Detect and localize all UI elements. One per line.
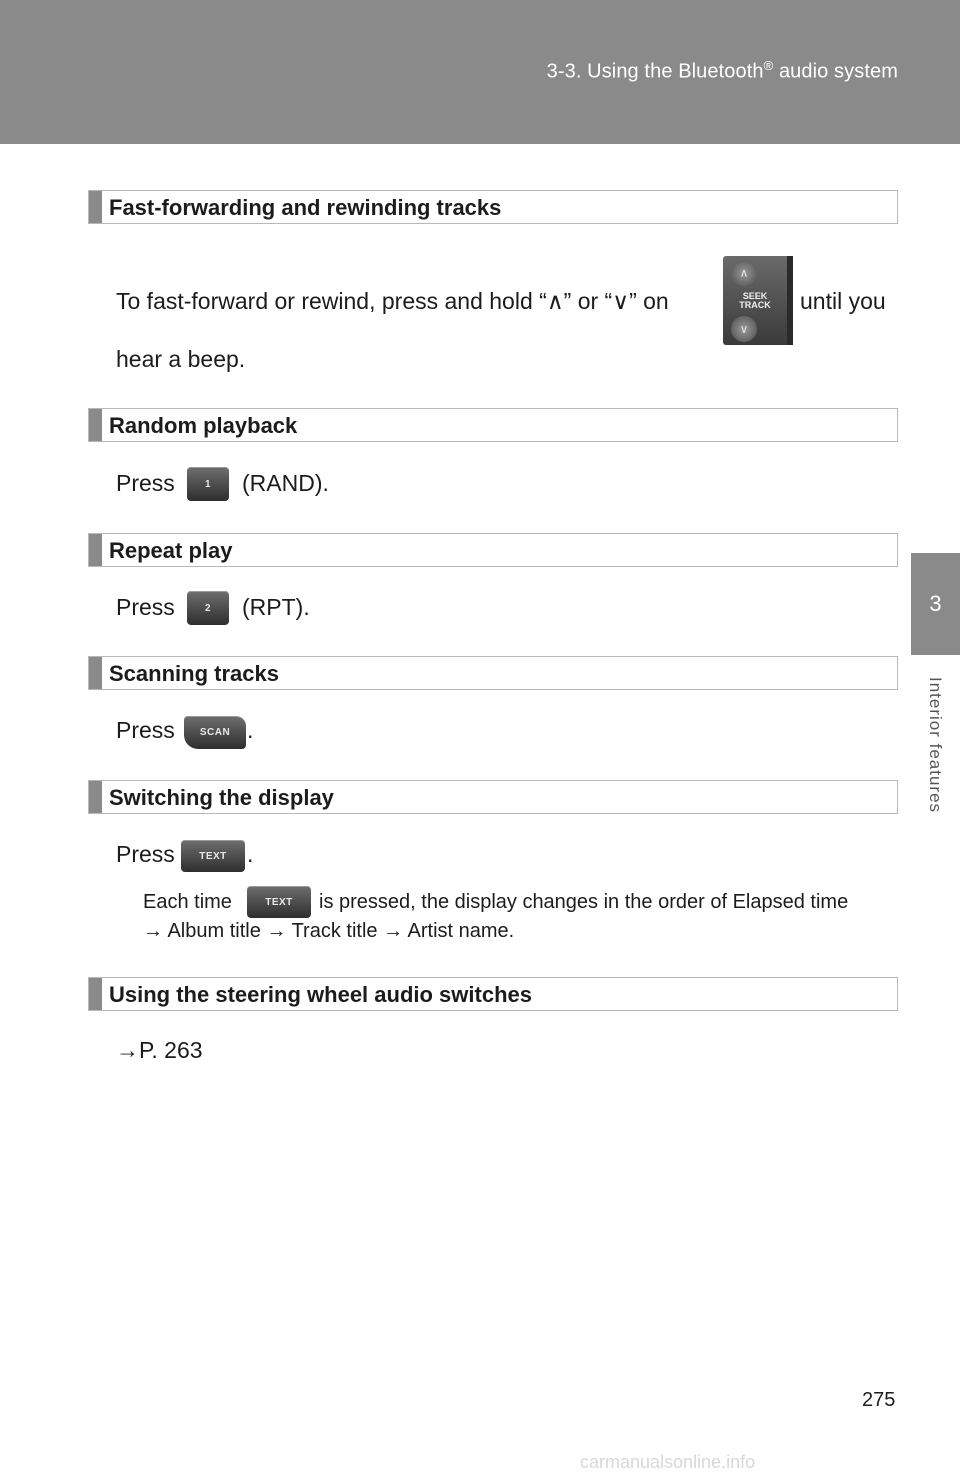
chapter-tab[interactable] — [911, 553, 960, 655]
random-after-text: (RAND). — [242, 470, 329, 496]
fast-forward-text-line2: hear a beep. — [116, 346, 246, 372]
watermark: carmanualsonline.info — [580, 1452, 756, 1472]
display-note-start: Each time — [143, 891, 232, 913]
random-press-label: Press — [116, 470, 175, 496]
steering-page-reference[interactable]: →P. 263 — [116, 1037, 203, 1063]
section-heading-display: Switching the display — [88, 780, 898, 814]
display-after-text: . — [247, 841, 254, 867]
text-button-inline[interactable]: TEXT — [247, 886, 311, 918]
seek-track-button[interactable] — [723, 256, 793, 345]
scan-button[interactable]: SCAN — [184, 716, 246, 749]
header-title: 3-3. Using the Bluetooth® audio system — [546, 58, 898, 83]
rpt-button[interactable]: 2 — [187, 591, 229, 625]
chevron-down-icon: ∨ — [731, 316, 757, 342]
button-edge — [787, 256, 793, 345]
scan-after-text: . — [247, 717, 254, 743]
display-press-label: Press — [116, 841, 175, 867]
section-heading-repeat: Repeat play — [88, 533, 898, 567]
page-number: 275 — [862, 1389, 896, 1411]
section-heading-scan: Scanning tracks — [88, 656, 898, 690]
registered-mark: ® — [763, 58, 774, 73]
text-button[interactable]: TEXT — [181, 840, 245, 872]
scan-press-label: Press — [116, 717, 175, 743]
section-heading-fast-forward: Fast-forwarding and rewinding tracks — [88, 190, 898, 224]
chevron-up-icon: ∧ — [731, 260, 757, 286]
repeat-press-label: Press — [116, 594, 175, 620]
chapter-label: Interior features — [926, 676, 945, 814]
page-header — [0, 0, 960, 144]
display-note-line2: → Album title → Track title → Artist name. — [143, 920, 515, 942]
chapter-number: 3 — [929, 591, 942, 616]
display-note-rest: is pressed, the display changes in the order of Elapsed time — [319, 891, 849, 913]
section-heading-random: Random playback — [88, 408, 898, 442]
repeat-after-text: (RPT). — [242, 594, 310, 620]
rand-button[interactable]: 1 — [187, 467, 229, 501]
fast-forward-text-end: until you — [800, 288, 886, 314]
seek-track-label: SEEK TRACK — [739, 291, 771, 310]
section-heading-steering: Using the steering wheel audio switches — [88, 977, 898, 1011]
fast-forward-text: To fast-forward or rewind, press and hold “∧” or “∨” on — [116, 288, 669, 314]
